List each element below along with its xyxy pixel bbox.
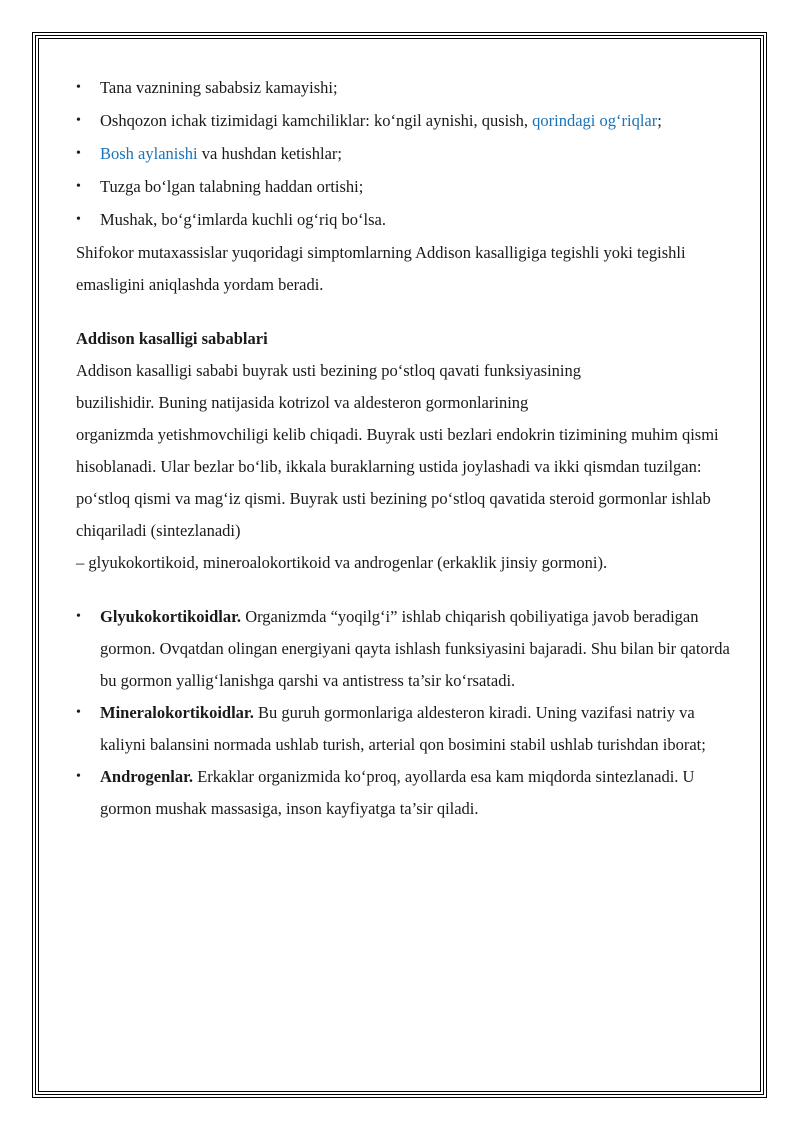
document-body — [76, 72, 731, 825]
list-item — [76, 601, 731, 697]
list-item-term: Glyukokortikoidlar. — [100, 607, 242, 626]
list-item — [76, 697, 731, 761]
list-item — [76, 761, 731, 825]
list-item-text: Tuzga bo‘lgan talabning haddan ortishi; — [100, 177, 364, 196]
symptom-list — [76, 72, 731, 236]
list-item-text: Tana vaznining sababsiz kamayishi; — [100, 78, 338, 97]
list-item-term: Androgenlar. — [100, 767, 194, 786]
paragraph-line: Addison kasalligi sababi buyrak usti bezining po‘stloq qavati funksiyasining — [76, 361, 582, 380]
section-heading: Addison kasalligi sabablari — [76, 329, 268, 348]
abdominal-pain-link[interactable]: qorindagi og‘riqlar — [532, 111, 658, 130]
causes-paragraph — [76, 355, 731, 579]
hormone-list — [76, 601, 731, 825]
list-item-text: Bu guruh gormonlariga aldesteron kiradi. Uning vazifasi natriy va kaliyni balansini normada ushlab turish, arterial qon bosimini stabil ushlab turishdan iborat; — [100, 703, 706, 754]
dizziness-link[interactable]: Bosh aylanishi — [100, 144, 198, 163]
list-item-term: Mineralokortikoidlar. — [100, 703, 254, 722]
list-item — [76, 204, 731, 236]
list-item — [76, 171, 731, 203]
list-item — [76, 138, 731, 170]
intro-paragraph: Shifokor mutaxassislar yuqoridagi simptomlarning Addison kasalligiga tegishli yoki tegishli emasligini aniqlashda yordam beradi. — [76, 243, 686, 294]
list-item-text: Mushak, bo‘g‘imlarda kuchli og‘riq bo‘lsa. — [100, 210, 386, 229]
list-item-text: ; — [657, 111, 662, 130]
list-item-text: Erkaklar organizmida ko‘proq, ayollarda esa kam miqdorda sintezlanadi. U gormon mushak massasiga, inson kayfiyatga ta’sir qiladi. — [100, 767, 695, 818]
list-item — [76, 105, 731, 137]
paragraph-line: organizmda yetishmovchiligi kelib chiqadi. Buyrak usti bezlari endokrin tizimining muhim qismi hisoblanadi. Ular bezlar bo‘lib, ikkala buraklarning ustida joylashadi va ikki qismdan tuzilgan: po‘stloq qismi va mag‘iz qismi. Buyrak usti bezining po‘stloq qavatida steroid gormonlar ishlab chiqariladi (sintezlanadi) — [76, 425, 719, 540]
list-item-text: Oshqozon ichak tizimidagi kamchiliklar: ko‘ngil aynishi, qusish, — [100, 111, 533, 130]
list-item — [76, 72, 731, 104]
list-item-text: Organizmda “yoqilg‘i” ishlab chiqarish qobiliyatiga javob beradigan gormon. Ovqatdan olingan energiyani qayta ishlash funksiyasini bajaradi. Shu bilan bir qatorda bu gormon yallig‘lanishga qarshi va antistress ta’sir ko‘rsatadi. — [100, 607, 730, 690]
paragraph-line: – glyukokortikoid, mineroalokortikoid va androgenlar (erkaklik jinsiy gormoni). — [76, 553, 608, 572]
list-item-text: va hushdan ketishlar; — [197, 144, 342, 163]
paragraph-line: buzilishidir. Buning natijasida kotrizol va aldesteron gormonlarining — [76, 393, 529, 412]
spacer — [76, 579, 731, 601]
